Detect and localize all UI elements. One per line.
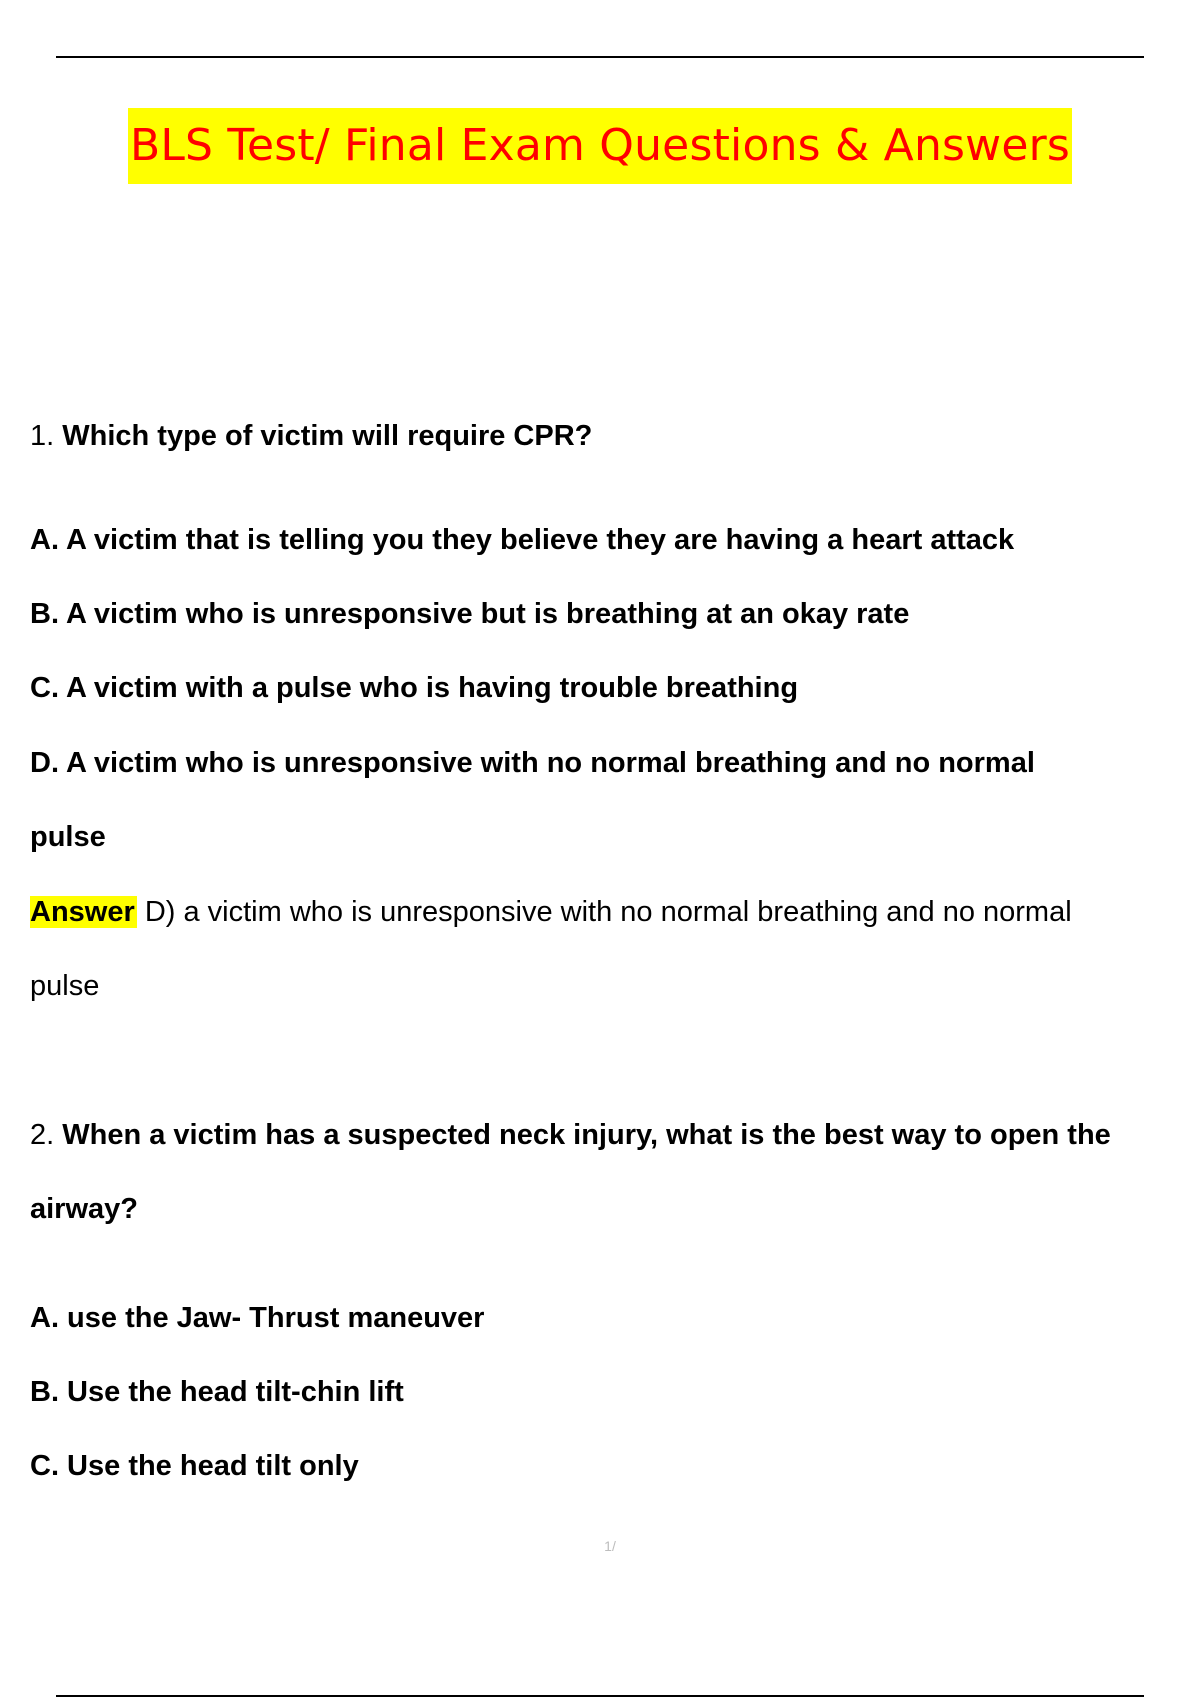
question-1-option-c: C. A victim with a pulse who is having trouble breathing	[30, 672, 799, 704]
page-number: 1/	[604, 1538, 616, 1554]
question-2-text: When a victim has a suspected neck injury, what is the best way to open the	[62, 1119, 1111, 1151]
question-2-option-c: C. Use the head tilt only	[30, 1450, 359, 1482]
bottom-rule	[56, 1695, 1144, 1697]
question-1-option-d-continued: pulse	[30, 821, 106, 853]
document-title: BLS Test/ Final Exam Questions & Answers	[128, 108, 1072, 184]
question-2	[30, 1117, 1111, 1153]
question-2-text-continued: airway?	[30, 1193, 138, 1225]
answer-label: Answer	[30, 896, 135, 928]
answer-text: D) a victim who is unresponsive with no normal breathing and no normal	[136, 896, 1072, 928]
question-1	[30, 418, 592, 454]
question-1-answer-continued: pulse	[30, 970, 100, 1002]
top-rule	[56, 56, 1144, 58]
question-1-number: 1.	[30, 420, 55, 452]
question-1-option-d: D. A victim who is unresponsive with no normal breathing and no normal	[30, 747, 1035, 779]
question-2-option-a: A. use the Jaw- Thrust maneuver	[30, 1302, 485, 1334]
title-container	[0, 108, 1200, 184]
question-2-option-b: B. Use the head tilt-chin lift	[30, 1376, 404, 1408]
question-1-option-b: B. A victim who is unresponsive but is breathing at an okay rate	[30, 598, 910, 630]
question-2-number: 2.	[30, 1119, 55, 1151]
question-1-answer	[30, 894, 1072, 930]
question-1-text: Which type of victim will require CPR?	[62, 420, 593, 452]
question-1-option-a: A. A victim that is telling you they believe they are having a heart attack	[30, 524, 1015, 556]
